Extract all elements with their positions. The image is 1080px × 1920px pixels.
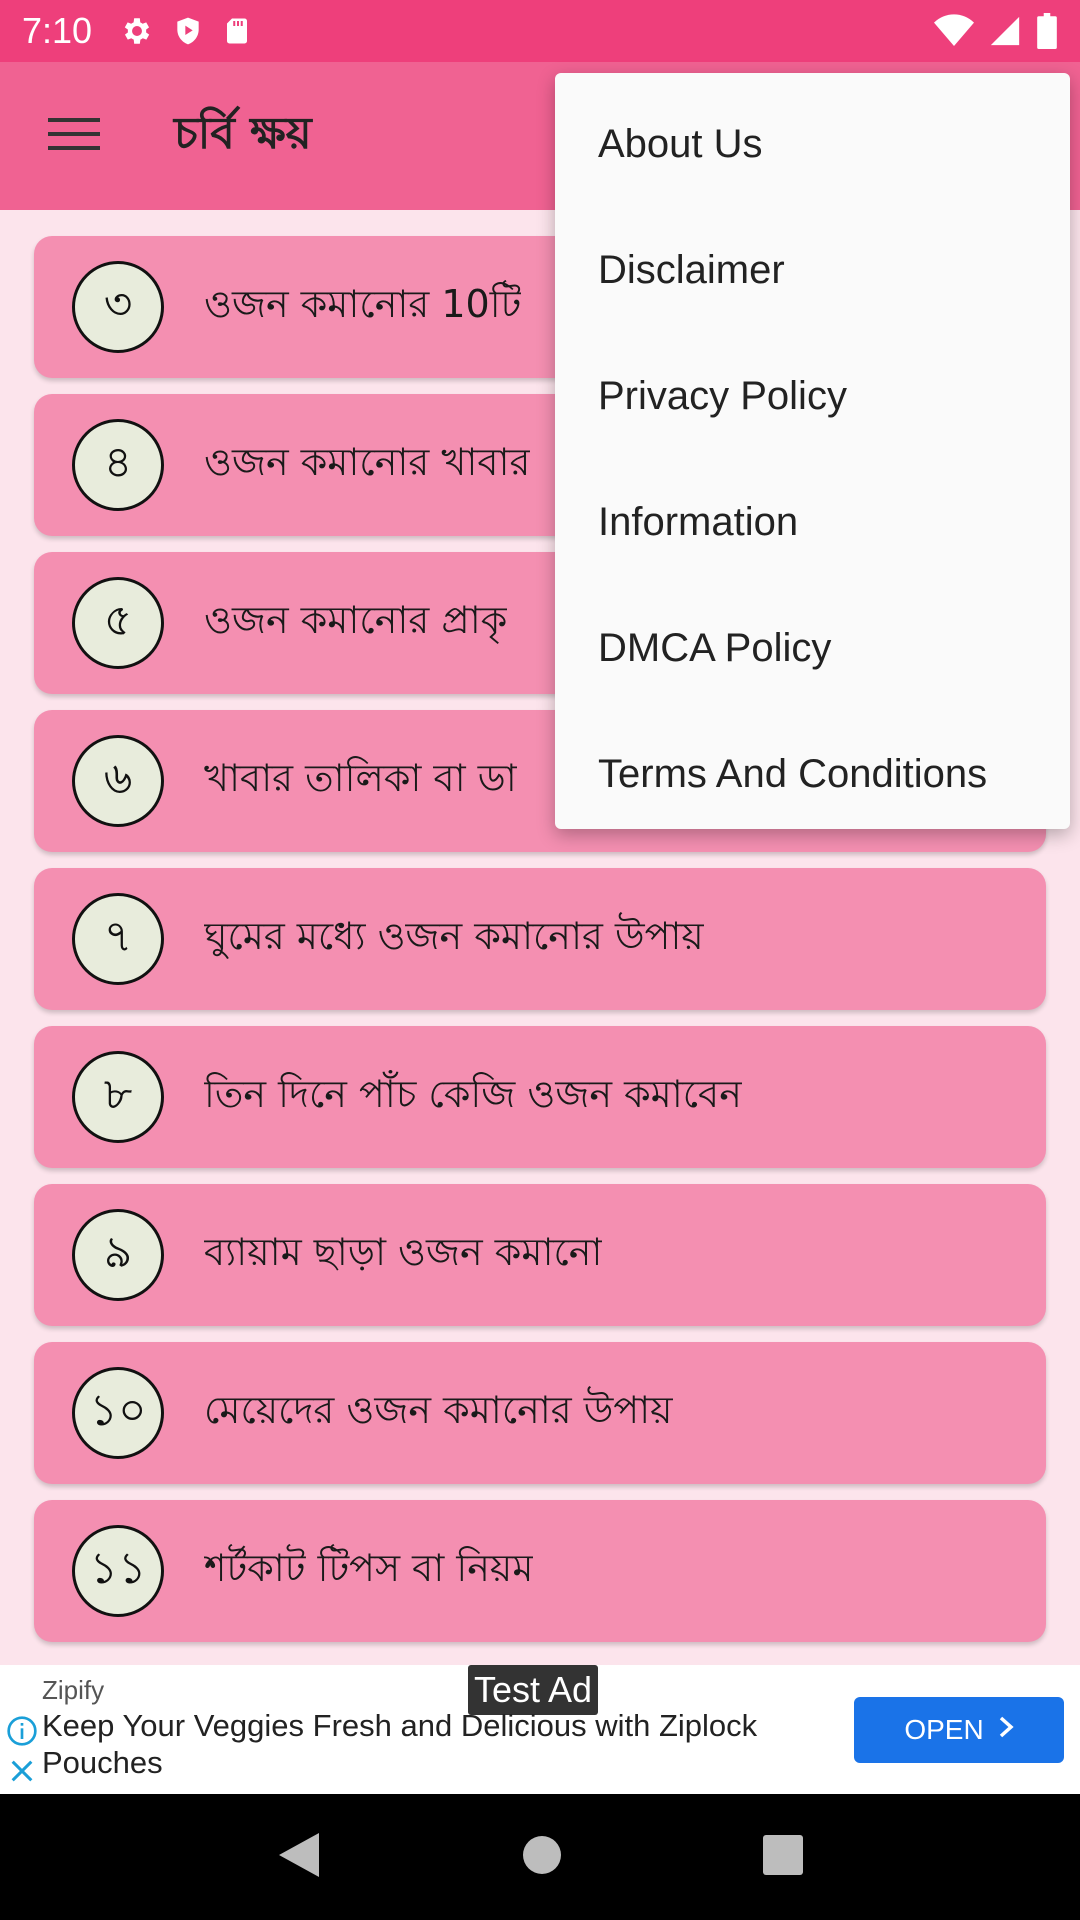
menu-item-disclaimer[interactable]: Disclaimer (598, 247, 785, 292)
back-icon[interactable] (277, 1831, 321, 1883)
shield-play-icon (172, 14, 204, 48)
hamburger-menu-button[interactable] (38, 100, 110, 172)
item-label: ব্যায়াম ছাড়া ওজন কমানো (204, 1230, 603, 1274)
item-number-badge: ৫ (72, 577, 164, 669)
item-number-badge: ৪ (72, 419, 164, 511)
ad-banner[interactable] (0, 1665, 1080, 1794)
ad-headline: Keep Your Veggies Fresh and Delicious with Ziplock Pouches (42, 1708, 758, 1780)
status-icons-left (120, 14, 252, 48)
list-item[interactable] (34, 1026, 1046, 1168)
menu-item-privacy-policy[interactable]: Privacy Policy (598, 373, 847, 418)
menu-item-information[interactable]: Information (598, 499, 799, 544)
hamburger-icon (48, 114, 100, 158)
item-number-badge: ১০ (72, 1367, 164, 1459)
test-ad-tag: Test Ad (468, 1665, 598, 1715)
item-label: তিন দিনে পাঁচ কেজি ওজন কমাবেন (204, 1072, 742, 1116)
item-label: শর্টকাট টিপস বা নিয়ম (204, 1546, 534, 1590)
menu-item-about-us[interactable]: About Us (598, 121, 763, 166)
gear-icon (120, 14, 154, 48)
sd-card-icon (222, 14, 252, 48)
app-title: চর্বি ক্ষয় (174, 107, 312, 159)
list-item[interactable] (34, 1342, 1046, 1484)
list-item[interactable] (34, 1500, 1046, 1642)
item-label: মেয়েদের ওজন কমানোর উপায় (204, 1388, 673, 1432)
signal-icon (988, 14, 1022, 48)
menu-item-terms-and-conditions[interactable]: Terms And Conditions (598, 751, 988, 796)
info-icon[interactable] (6, 1715, 38, 1751)
item-label: ওজন কমানোর প্রাকৃ (204, 598, 508, 642)
ad-open-button[interactable] (854, 1697, 1064, 1763)
item-number-badge: ৮ (72, 1051, 164, 1143)
status-icons-right (934, 13, 1058, 49)
item-label: ওজন কমানোর খাবার (204, 440, 531, 484)
item-number-badge: ৯ (72, 1209, 164, 1301)
ad-advertiser: Zipify (42, 1675, 105, 1705)
item-label: ঘুমের মধ্যে ওজন কমানোর উপায় (204, 914, 704, 958)
status-bar (0, 0, 1080, 62)
list-item[interactable] (34, 1184, 1046, 1326)
item-label: ওজন কমানোর 10টি (204, 282, 522, 326)
ad-open-label: OPEN (904, 1714, 984, 1745)
status-time: 7:10 (22, 10, 93, 51)
battery-icon (1036, 13, 1058, 49)
item-label: খাবার তালিকা বা ডা (204, 756, 517, 800)
close-icon[interactable] (8, 1757, 36, 1789)
wifi-icon (934, 14, 974, 48)
item-number-badge: ৬ (72, 735, 164, 827)
home-icon[interactable] (521, 1834, 563, 1880)
item-number-badge: ৭ (72, 893, 164, 985)
item-number-badge: ১১ (72, 1525, 164, 1617)
list-item[interactable] (34, 868, 1046, 1010)
recents-icon[interactable] (763, 1835, 803, 1879)
menu-item-dmca-policy[interactable]: DMCA Policy (598, 625, 832, 670)
chevron-right-icon (998, 1714, 1014, 1746)
system-nav-bar (0, 1794, 1080, 1920)
item-number-badge: ৩ (72, 261, 164, 353)
overflow-menu (555, 73, 1070, 829)
